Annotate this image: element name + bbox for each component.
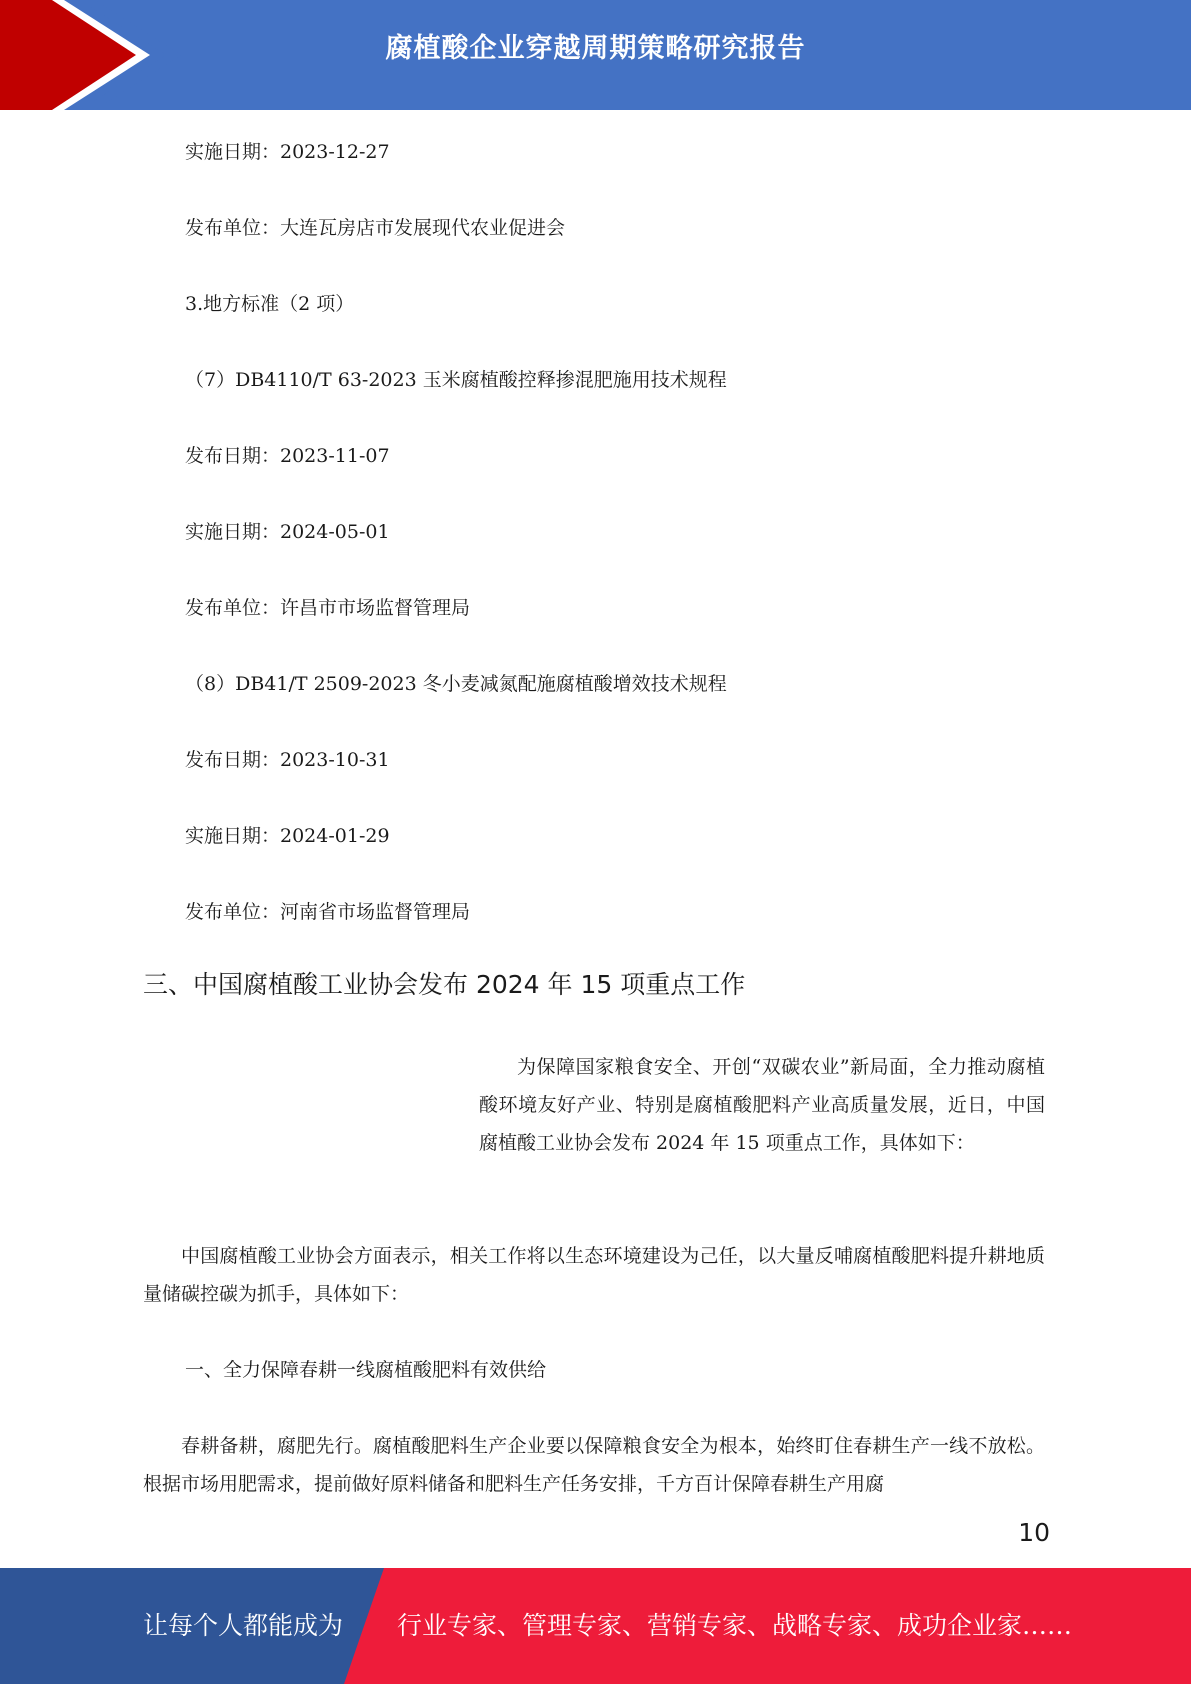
- issuing-unit-line: 发布单位：许昌市市场监督管理局: [185, 597, 471, 619]
- release-date-line: 发布日期：2023-10-31: [185, 749, 390, 771]
- implementation-date-line: 实施日期：2023-12-27: [185, 141, 390, 163]
- body-paragraph: 春耕备耕，腐肥先行。腐植酸肥料生产企业要以保障粮食安全为根本，始终盯住春耕生产一线不放松。根据市场用肥需求，提前做好原料储备和肥料生产任务安排，千方百计保障春耕生产用腐: [143, 1435, 1045, 1495]
- footer-slogan-left: 让每个人都能成为: [143, 1611, 344, 1640]
- page-footer: [0, 1568, 1191, 1684]
- section-heading: 三、中国腐植酸工业协会发布 2024 年 15 项重点工作: [143, 970, 746, 999]
- page-header: [0, 0, 1191, 110]
- issuing-unit-line: 发布单位：河南省市场监督管理局: [185, 901, 471, 923]
- footer-slogan-right: 行业专家、管理专家、营销专家、战略专家、成功企业家……: [397, 1611, 1073, 1640]
- work-item-heading: 一、全力保障春耕一线腐植酸肥料有效供给: [185, 1359, 547, 1381]
- intro-paragraph: 为保障国家粮食安全、开创“双碳农业”新局面，全力推动腐植酸环境友好产业、特别是腐植酸肥料产业高质量发展，近日，中国腐植酸工业协会发布 2024 年 15 项重点工作，具体如下：: [479, 1056, 1045, 1154]
- local-standards-heading: 3.地方标准（2 项）: [185, 293, 355, 315]
- issuing-unit-line: 发布单位：大连瓦房店市发展现代农业促进会: [185, 217, 566, 239]
- standard-item-7: （7）DB4110/T 63-2023 玉米腐植酸控释掺混肥施用技术规程: [185, 369, 727, 391]
- implementation-date-line: 实施日期：2024-05-01: [185, 521, 390, 543]
- release-date-line: 发布日期：2023-11-07: [185, 445, 390, 467]
- standard-item-8: （8）DB41/T 2509-2023 冬小麦减氮配施腐植酸增效技术规程: [185, 673, 727, 695]
- implementation-date-line: 实施日期：2024-01-29: [185, 825, 390, 847]
- report-title: 腐植酸企业穿越周期策略研究报告: [385, 33, 806, 64]
- page-number: 10: [1018, 1518, 1050, 1547]
- body-paragraph: 中国腐植酸工业协会方面表示，相关工作将以生态环境建设为己任，以大量反哺腐植酸肥料提升耕地质量储碳控碳为抓手，具体如下：: [143, 1245, 1045, 1305]
